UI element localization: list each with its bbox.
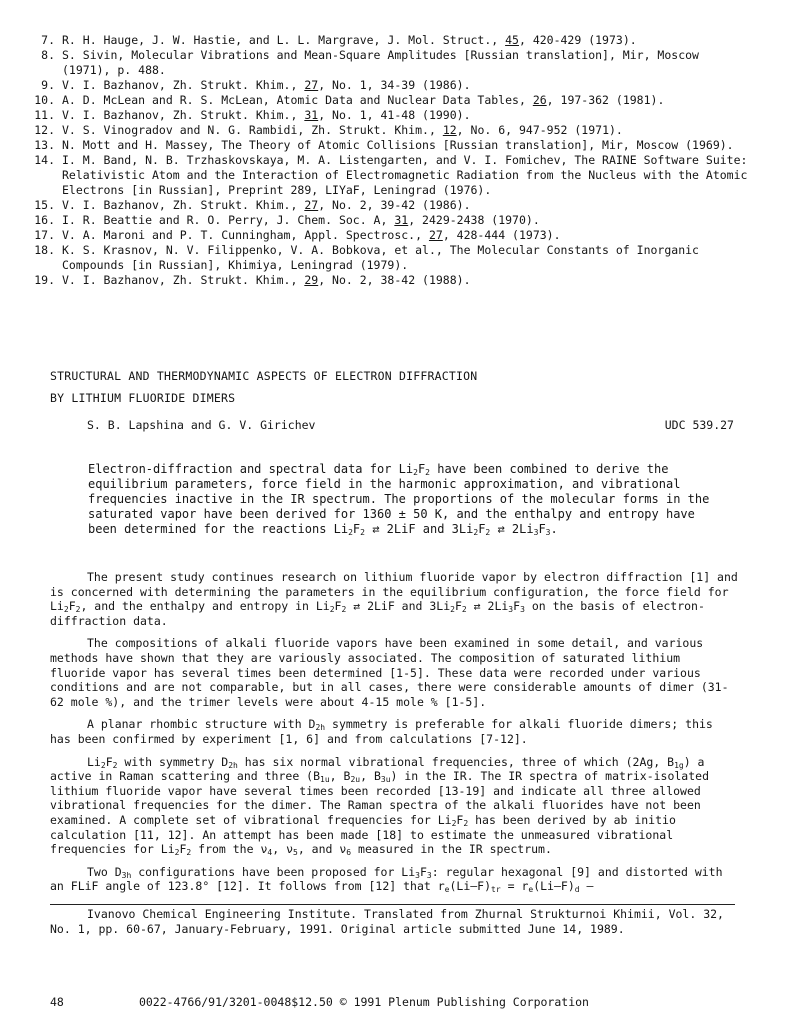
text-run: I. M. Band, N. B. Trzhaskovskaya, M. A. Listengarten, and V. I. Fomichev, The RAINE Software Suite: Relativistic Atom and the Interaction of Electromagnetic Radiation from the Nucleus with the Atomic Electrons [in Russian], Preprint 289, LIYaF, Leningrad (1976). (62, 153, 748, 197)
text-run: F (105, 754, 113, 769)
reference-item (22, 123, 752, 138)
subscript: 3 (508, 605, 514, 615)
reference-text (62, 273, 752, 288)
reference-text (62, 33, 752, 48)
subscript: 1u (320, 775, 330, 785)
reference-number: 7. (41, 33, 55, 47)
text-run: , B (329, 769, 351, 784)
text-run: Two D (87, 864, 122, 879)
volume-number: 29 (304, 273, 319, 287)
reference-number: 12. (34, 123, 55, 137)
subscript: 2 (341, 605, 347, 615)
subscript: d (574, 885, 580, 895)
text-run: ⇄ 2LiF and 3Li (364, 522, 474, 536)
page-number: 48 (50, 995, 64, 1009)
footnote-divider (50, 904, 735, 905)
text-run: (Li–F) (449, 879, 492, 894)
reference-number: 17. (34, 228, 55, 242)
subscript: e (528, 885, 534, 895)
text-run: ) in the IR. The IR spectra of matrix-isolated lithium fluoride vapor have several times been recorded [13-19] and indicate all three allowed vibrational frequencies for the dimer. The Raman spectra of the alkali fluorides have not been examined. A complete set of vibrational frequencies for Li (50, 769, 710, 827)
subscript: 2 (360, 528, 365, 537)
reference-number: 14. (34, 153, 55, 167)
reference-text (62, 108, 752, 123)
page-footer (50, 995, 589, 1009)
volume-number: 31 (394, 213, 409, 227)
text-run: V. S. Vinogradov and N. G. Rambidi, Zh. Strukt. Khim., (62, 123, 443, 137)
subscript: 3u (380, 775, 391, 785)
reference-item (22, 33, 752, 48)
subscript: 2 (425, 468, 430, 477)
text-run: F (456, 812, 464, 827)
text-run: on the basis of electron-diffraction data. (50, 599, 705, 628)
text-run: F (179, 842, 187, 857)
reference-number: 11. (34, 108, 55, 122)
reference-text (62, 138, 752, 153)
text-run: , ν (272, 842, 293, 857)
text-run: (Li–F) (533, 879, 575, 894)
reference-item (22, 78, 752, 93)
text-run: V. I. Bazhanov, Zh. Strukt. Khim., (62, 108, 305, 122)
text-run: has six normal vibrational frequencies, three of which (2Ag, B (237, 754, 675, 769)
text-run: – (579, 879, 594, 894)
text-run: F (417, 462, 426, 476)
reference-item (22, 48, 752, 78)
subscript: 3 (545, 528, 551, 537)
reference-item (22, 93, 752, 108)
subscript: 2 (485, 528, 491, 537)
text-run: has been derived by ab initio calculation [11, 12]. An attempt has been made [18] to estimate the unmeasured vibrational frequencies for Li (50, 812, 676, 857)
text-run: ) a active in Raman scattering and three (B (50, 754, 705, 784)
text-run: F (334, 599, 342, 614)
text-run: F (454, 599, 462, 614)
subscript: 2 (348, 528, 353, 537)
abstract (88, 462, 728, 537)
reference-number: 16. (34, 213, 55, 227)
text-run: S. Sivin, Molecular Vibrations and Mean-Square Amplitudes [Russian translation], Mir, Moscow (1971), p. 488. (62, 48, 699, 77)
text-run: , No. 1, 34-39 (1986). (318, 78, 471, 92)
text-run: Li (87, 754, 101, 769)
text-run: , 197-362 (1981). (546, 93, 665, 107)
reference-text (62, 153, 752, 198)
text-run: The compositions of alkali fluoride vapors have been examined in some detail, and various methods have shown that they are variously associated. The composition of saturated lithium fluoride vapor has several times been determined [1-5]. These data were recorded under various conditions and are not comparable, but in all cases, there were considerable amounts of dimer (31-62 mole %), and the trimer levels were about 4-15 mole % [1-5]. (50, 636, 729, 709)
text-run: F (352, 522, 361, 536)
subscript: 2 (461, 605, 467, 615)
text-run: F (513, 599, 521, 614)
text-run: , 420-429 (1973). (518, 33, 637, 47)
reference-item (22, 138, 752, 153)
reference-item (22, 273, 752, 288)
reference-text (62, 198, 752, 213)
text-run: . (550, 522, 558, 536)
reference-text (62, 48, 752, 78)
subscript: 2 (63, 605, 69, 615)
text-run: F (419, 864, 427, 879)
subscript: 2 (112, 760, 118, 770)
text-run: , No. 2, 38-42 (1988). (318, 273, 471, 287)
text-run: V. I. Bazhanov, Zh. Strukt. Khim., (62, 273, 305, 287)
volume-number: 26 (532, 93, 547, 107)
subscript: 2 (451, 818, 457, 828)
text-run: : regular hexagonal [9] and distorted with an FLiF angle of 123.8° [12]. It follows from [12] that r (50, 864, 723, 894)
reference-number: 19. (34, 273, 55, 287)
subscript: 4 (267, 848, 273, 858)
text-run: V. A. Maroni and P. T. Cunningham, Appl. Spectrosc., (62, 228, 429, 242)
subscript: 2 (186, 848, 192, 858)
reference-item (22, 108, 752, 123)
reference-text (62, 228, 752, 243)
subscript: 3 (415, 870, 420, 880)
subscript: 2 (75, 605, 81, 615)
article-title-line-1: STRUCTURAL AND THERMODYNAMIC ASPECTS OF ELECTRON DIFFRACTION (50, 369, 478, 383)
body-paragraph (50, 865, 740, 894)
udc-code: UDC 539.27 (664, 418, 734, 432)
volume-number: 31 (304, 108, 319, 122)
subscript: 1g (674, 760, 684, 770)
subscript: 6 (346, 848, 352, 858)
article-title (50, 365, 477, 409)
body-paragraph (50, 636, 740, 709)
reference-text (62, 243, 752, 273)
text-run: , 428-444 (1973). (442, 228, 561, 242)
text-run: configurations have been proposed for Li (131, 864, 416, 879)
copyright-line: 0022-4766/91/3201-0048$12.50 © 1991 Plenum Publishing Corporation (138, 995, 589, 1009)
article-authors: S. B. Lapshina and G. V. Girichev (87, 418, 316, 432)
reference-number: 10. (34, 93, 55, 107)
subscript: 2 (174, 848, 180, 858)
reference-number: 9. (41, 78, 55, 92)
text-run: I. R. Beattie and R. O. Perry, J. Chem. Soc. A, (62, 213, 395, 227)
reference-text (62, 213, 752, 228)
subscript: 3 (520, 605, 525, 615)
reference-text (62, 123, 752, 138)
subscript: 2u (350, 775, 361, 785)
volume-number: 27 (428, 228, 443, 242)
subscript: 2h (228, 760, 238, 770)
text-run: have been combined to derive the equilibrium parameters, force field in the harmonic approximation, and vibrational frequencies inactive in the IR spectrum. The proportions of the molecular forms in the saturated vapor have been derived for 1360 ± 50 K, and the enthalpy and entropy have been determined for the reactions Li (88, 462, 710, 536)
reference-number: 8. (41, 48, 55, 62)
text-run: from the ν (191, 842, 268, 857)
subscript: 2 (463, 818, 469, 828)
volume-number: 12 (442, 123, 457, 137)
text-run: , No. 1, 41-48 (1990). (318, 108, 471, 122)
text-run: ⇄ 2Li (466, 599, 509, 614)
subscript: e (444, 885, 450, 895)
text-run: , and ν (297, 842, 347, 857)
text-run: , No. 6, 947-952 (1971). (456, 123, 623, 137)
text-run: ⇄ 2LiF and 3Li (346, 599, 451, 614)
text-run: measured in the IR spectrum. (351, 842, 552, 857)
volume-number: 27 (304, 198, 319, 212)
reference-item (22, 243, 752, 273)
subscript: 3 (426, 870, 432, 880)
reference-text (62, 78, 752, 93)
volume-number: 27 (304, 78, 319, 92)
reference-number: 15. (34, 198, 55, 212)
body-paragraph (50, 717, 740, 746)
text-run: , B (360, 769, 381, 784)
footnote: Ivanovo Chemical Engineering Institute. Translated from Zhurnal Strukturnoi Khimii, Vol. 32, No. 1, pp. 60-67, January-February, 1991. Original article submitted June 14, 1989. (50, 907, 724, 936)
reference-item (22, 198, 752, 213)
text-run: F (68, 599, 76, 614)
text-run: F (478, 522, 486, 536)
text-run: A. D. McLean and R. S. McLean, Atomic Data and Nuclear Data Tables, (62, 93, 533, 107)
subscript: 2 (413, 468, 418, 477)
reference-item (22, 228, 752, 243)
subscript: tr (491, 885, 501, 895)
volume-number: 45 (505, 33, 519, 47)
text-run: The present study continues research on lithium fluoride vapor by electron diffraction [1] and is concerned with determining the parameters in the equilibrium configuration, the force field for Li (50, 570, 738, 614)
subscript: 2 (450, 605, 455, 615)
subscript: 3 (533, 528, 539, 537)
article-title-line-2: BY LITHIUM FLUORIDE DIMERS (50, 391, 236, 405)
subscript: 3h (121, 870, 132, 880)
subscript: 2 (473, 528, 479, 537)
text-run: , No. 2, 39-42 (1986). (318, 198, 471, 212)
text-run: = r (500, 879, 529, 894)
text-run: V. I. Bazhanov, Zh. Strukt. Khim., (62, 198, 305, 212)
subscript: 2 (329, 605, 335, 615)
body-text (50, 570, 740, 902)
reference-number: 18. (34, 243, 55, 257)
subscript: 2h (315, 723, 326, 733)
reference-item (22, 213, 752, 228)
text-run: V. I. Bazhanov, Zh. Strukt. Khim., (62, 78, 305, 92)
text-run: Electron-diffraction and spectral data for Li (88, 462, 414, 476)
text-run: , and the enthalpy and entropy in Li (80, 599, 330, 614)
text-run: symmetry is preferable for alkali fluoride dimers; this has been confirmed by experiment [1, 6] and from calculations [7-12]. (50, 717, 713, 746)
reference-list (22, 33, 752, 288)
text-run: K. S. Krasnov, N. V. Filippenko, V. A. Bobkova, et al., The Molecular Constants of Inorganic Compounds [in Russian], Khimiya, Leningrad (1979). (62, 243, 699, 272)
subscript: 5 (293, 848, 298, 858)
subscript: 2 (100, 760, 106, 770)
body-paragraph (50, 755, 740, 857)
body-paragraph (50, 570, 740, 628)
text-run: R. H. Hauge, J. W. Hastie, and L. L. Margrave, J. Mol. Struct., (62, 33, 506, 47)
reference-text (62, 93, 752, 108)
text-run: with symmetry D (117, 754, 229, 769)
reference-number: 13. (34, 138, 55, 152)
reference-item (22, 153, 752, 198)
text-run: ⇄ 2Li (490, 522, 534, 536)
text-run: F (538, 522, 546, 536)
text-run: A planar rhombic structure with D (87, 717, 316, 732)
text-run: , 2429-2438 (1970). (408, 213, 540, 227)
text-run: N. Mott and H. Massey, The Theory of Atomic Collisions [Russian translation], Mir, Moscow (1969). (62, 138, 734, 152)
